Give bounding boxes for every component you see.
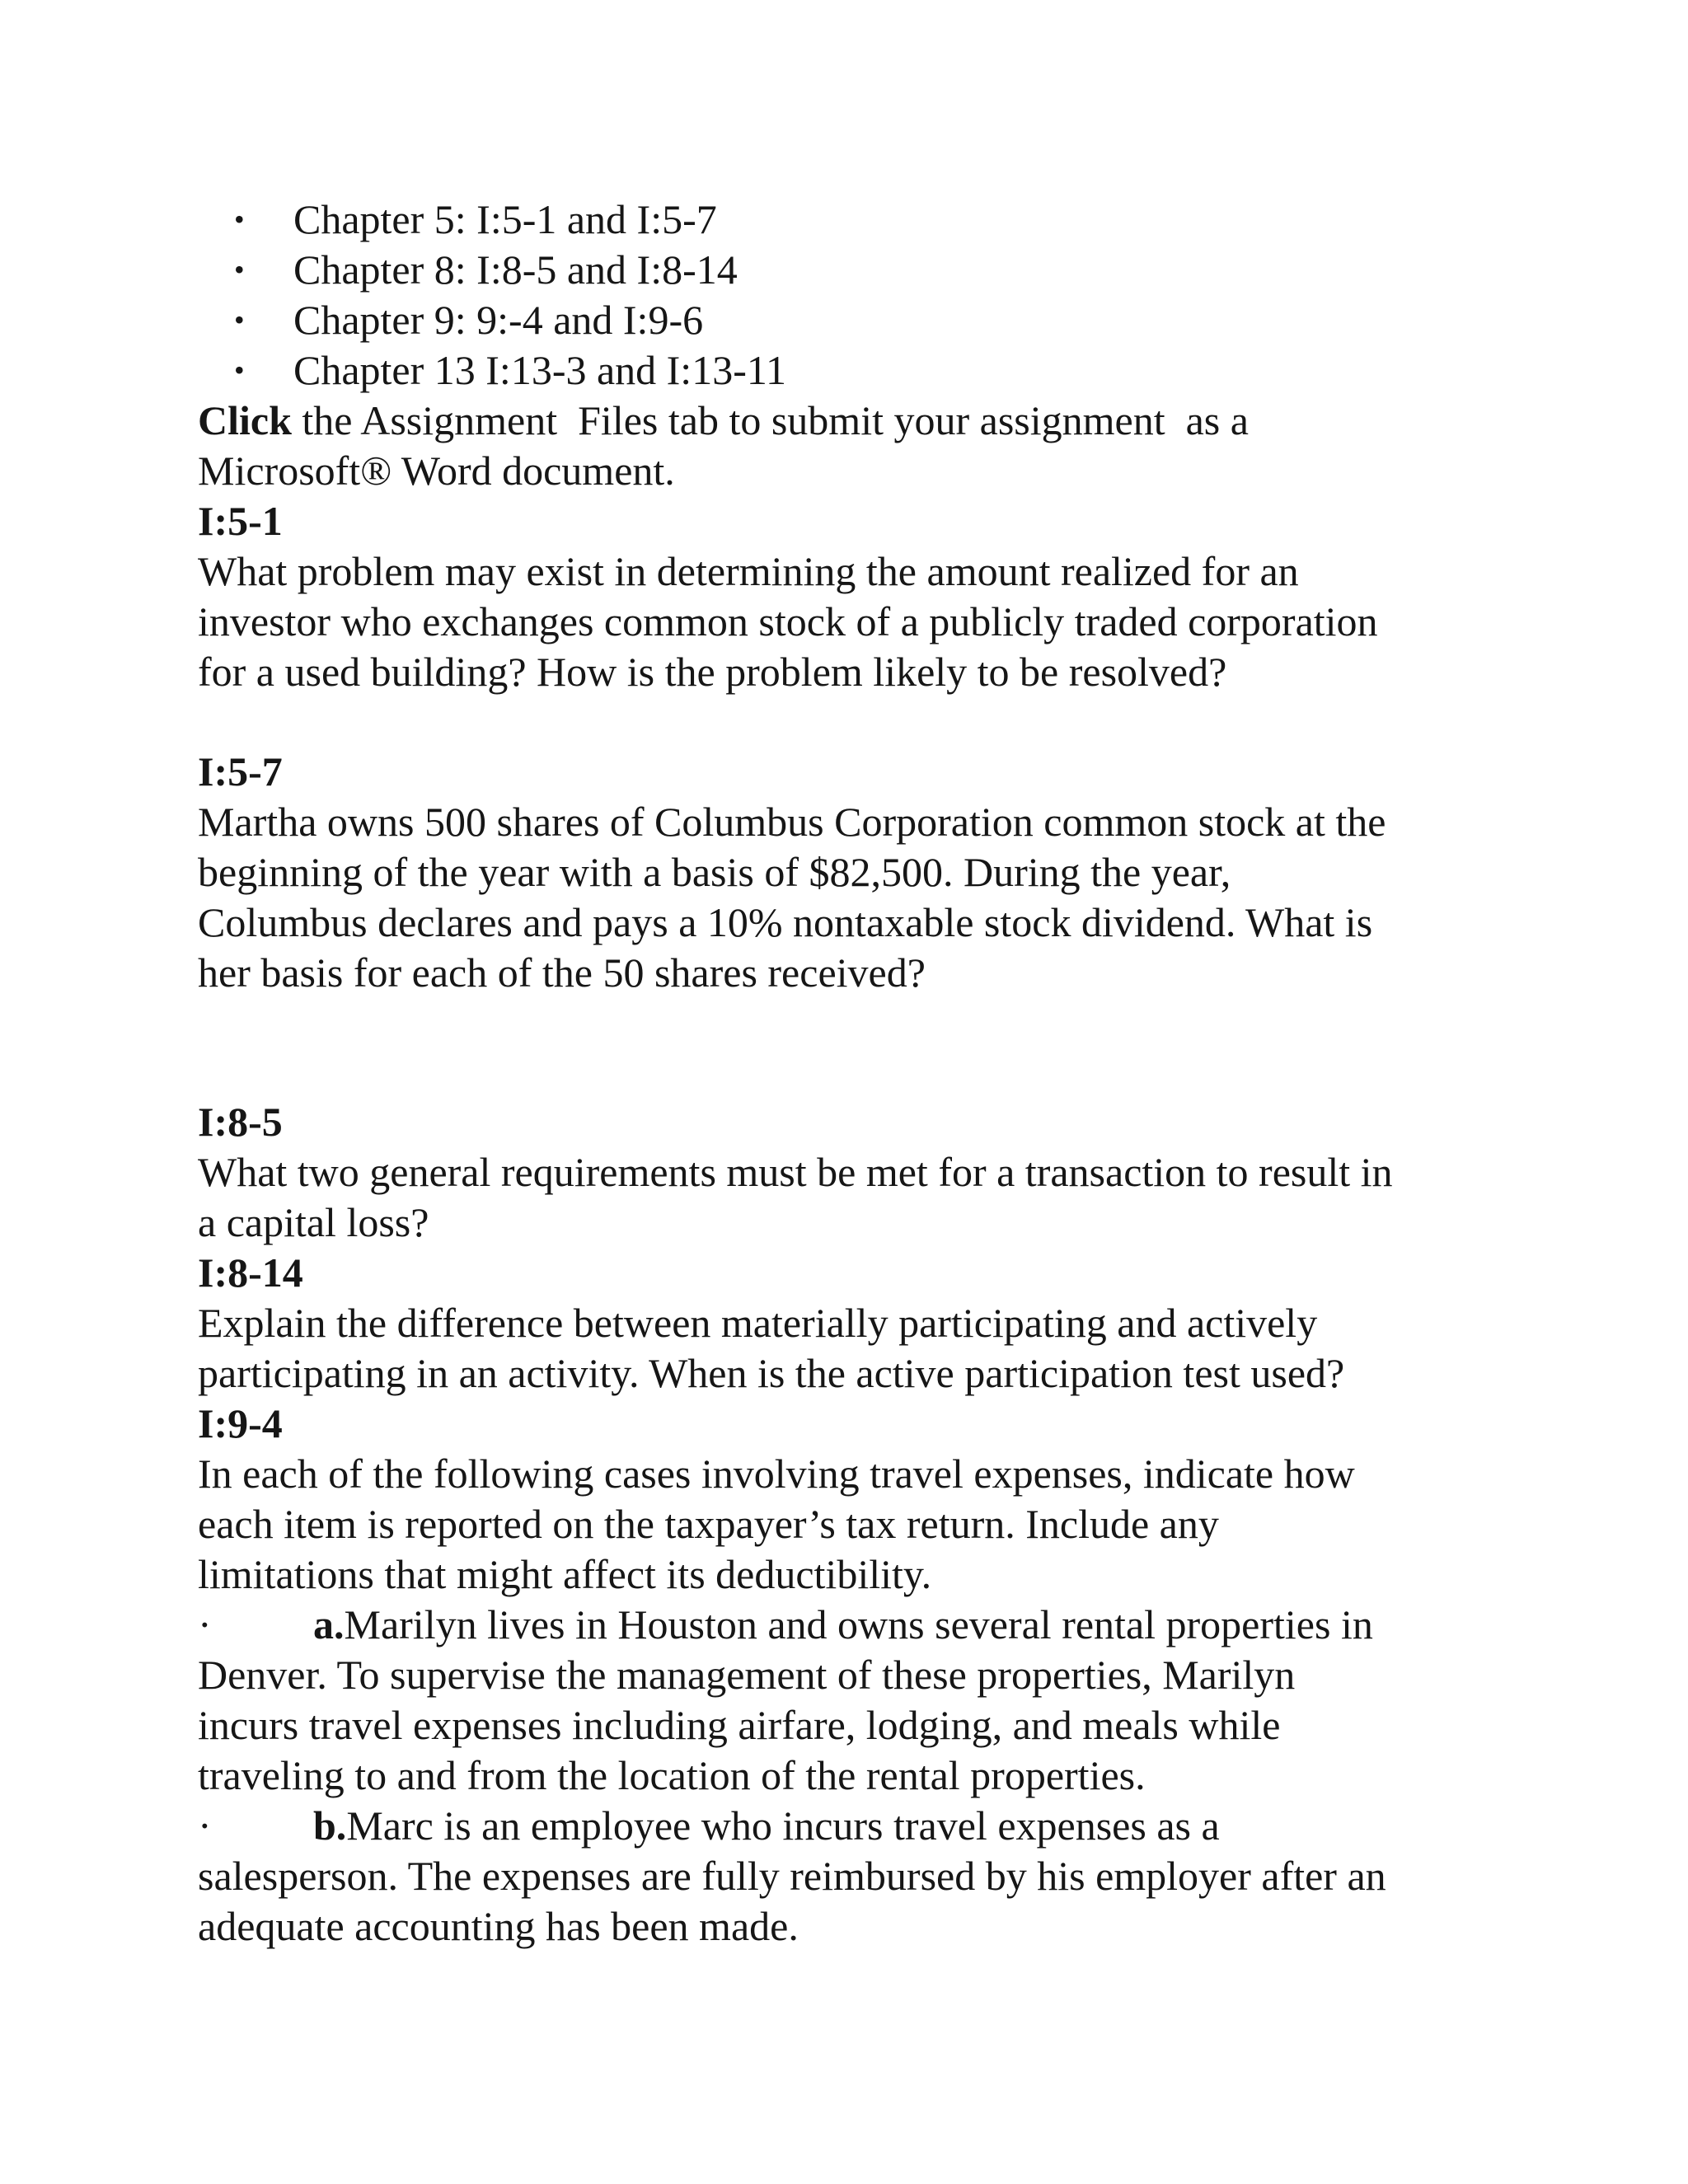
question-heading: I:8-14 (198, 1249, 303, 1296)
question-text: limitations that might affect its deductibility. (198, 1551, 932, 1597)
chapter-list-item: • Chapter 9: 9:-4 and I:9-6 (198, 295, 1484, 345)
question-text: participating in an activity. When is the active participation test used? (198, 1350, 1345, 1396)
question-text: Explain the difference between materially participating and actively (198, 1300, 1318, 1346)
case-text: adequate accounting has been made. (198, 1903, 799, 1949)
question-heading: I:9-4 (198, 1400, 283, 1446)
case-a-line: · a.Marilyn lives in Houston and owns several rental properties in (198, 1600, 1484, 1650)
chapter-list-item: • Chapter 13 I:13-3 and I:13-11 (198, 345, 1484, 396)
question-text: What problem may exist in determining the amount realized for an (198, 548, 1299, 594)
chapter-list-item: • Chapter 5: I:5-1 and I:5-7 (198, 194, 1484, 245)
question-text: each item is reported on the taxpayer’s tax return. Include any (198, 1501, 1219, 1547)
question-text: beginning of the year with a basis of $82,500. During the year, (198, 849, 1231, 895)
question-text: Martha owns 500 shares of Columbus Corporation common stock at the (198, 799, 1386, 845)
question-text: a capital loss? (198, 1199, 429, 1245)
question-heading: I:5-7 (198, 748, 283, 794)
case-label: a. (313, 1601, 345, 1647)
question-text: In each of the following cases involving travel expenses, indicate how (198, 1451, 1355, 1497)
question-heading: I:8-5 (198, 1099, 283, 1145)
instruction-bold: Click (198, 397, 292, 443)
bullet-icon: • (234, 253, 245, 286)
case-text: traveling to and from the location of the rental properties. (198, 1752, 1146, 1798)
bullet-dot-icon: · (198, 1802, 212, 1849)
question-text: for a used building? How is the problem likely to be resolved? (198, 649, 1227, 695)
case-text: incurs travel expenses including airfare, lodging, and meals while (198, 1702, 1281, 1748)
bullet-icon: • (234, 203, 245, 236)
question-heading: I:5-1 (198, 498, 283, 544)
instruction-line: Click the Assignment Files tab to submit your assignment as a (198, 397, 1249, 443)
chapter-list (198, 194, 1484, 396)
bullet-icon: • (234, 354, 245, 387)
chapter-list-item: • Chapter 8: I:8-5 and I:8-14 (198, 245, 1484, 295)
case-b-line: · b.Marc is an employee who incurs travel expenses as a (198, 1801, 1484, 1851)
bullet-icon: • (234, 303, 245, 336)
instruction-line: Microsoft® Word document. (198, 448, 675, 494)
question-text: investor who exchanges common stock of a publicly traded corporation (198, 598, 1378, 644)
question-text: her basis for each of the 50 shares received? (198, 949, 926, 996)
spacer (198, 998, 1484, 1097)
spacer (198, 697, 1484, 747)
question-text: Columbus declares and pays a 10% nontaxable stock dividend. What is (198, 899, 1373, 945)
case-text: salesperson. The expenses are fully reimbursed by his employer after an (198, 1853, 1386, 1899)
bullet-dot-icon: · (198, 1601, 212, 1647)
question-text: What two general requirements must be met for a transaction to result in (198, 1149, 1393, 1195)
case-text: Denver. To supervise the management of these properties, Marilyn (198, 1652, 1296, 1698)
document-body (198, 194, 1484, 1952)
case-label: b. (313, 1802, 347, 1849)
